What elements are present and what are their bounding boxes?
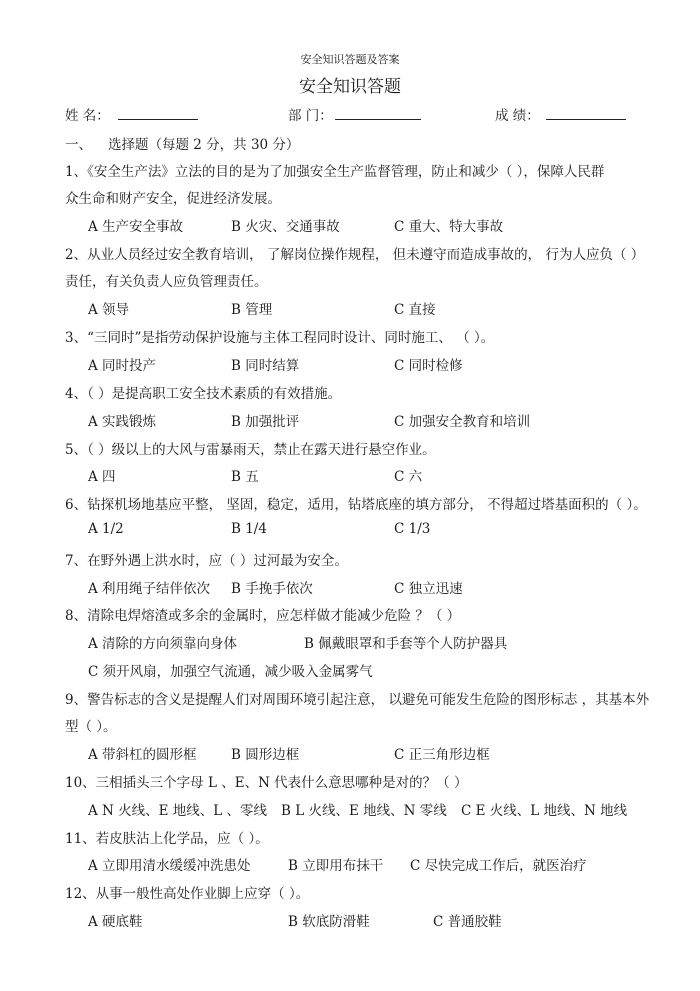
option[interactable]: A 1/2 [88, 521, 124, 537]
option[interactable]: B 佩戴眼罩和手套等个人防护器具 [304, 636, 508, 652]
option[interactable]: A 实践锻炼 [88, 414, 157, 430]
option[interactable]: C E 火线、L 地线、N 地线 [461, 803, 628, 819]
dept-blank[interactable] [335, 107, 421, 120]
question-line: 6、钻探机场地基应平整， 坚固，稳定，适用，钻塔底座的填方部分， 不得超过塔基面积的（ ）。 [65, 497, 647, 513]
option[interactable]: C 同时检修 [394, 358, 463, 374]
option[interactable]: C 1/3 [394, 521, 431, 537]
name-field [65, 104, 198, 124]
option[interactable]: B 同时结算 [231, 358, 300, 374]
question-line: 责任，有关负责人应负管理责任。 [65, 274, 268, 290]
option[interactable]: A 硬底鞋 [88, 914, 143, 930]
option[interactable]: B L 火线、E 地线、N 零线 [281, 803, 447, 819]
score-blank[interactable] [546, 107, 626, 120]
option[interactable]: B 圆形边框 [231, 747, 300, 763]
score-label: 成 绩： [495, 108, 540, 124]
name-blank[interactable] [118, 107, 198, 120]
option[interactable]: A N 火线、E 地线、L 、零线 [88, 803, 268, 819]
option[interactable]: B 五 [231, 469, 259, 485]
option[interactable]: C 六 [394, 469, 423, 485]
name-label: 姓 名： [65, 108, 110, 124]
dept-field [288, 104, 421, 124]
option[interactable]: C 重大、特大事故 [394, 219, 504, 235]
section-number: 一、 [65, 137, 92, 153]
option[interactable]: C 独立迅速 [394, 581, 463, 597]
option[interactable]: B 管理 [231, 302, 273, 318]
score-field [495, 104, 626, 124]
option[interactable]: B 软底防滑鞋 [288, 914, 370, 930]
question-line: 5、（ ）级以上的大风与雷暴雨天，禁止在露天进行悬空作业。 [65, 442, 436, 458]
option[interactable]: B 立即用布抹干 [288, 858, 384, 874]
question-line: 10、三相插头三个字母 L 、E、N 代表什么意思哪种是对的？（ ） [65, 775, 468, 791]
option[interactable]: B 火灾、交通事故 [231, 219, 340, 235]
section-title: 选择题（每题 2 分，共 30 分） [108, 137, 300, 153]
option[interactable]: A 带斜杠的圆形框 [88, 747, 197, 763]
option[interactable]: A 四 [88, 469, 116, 485]
question-line: 众生命和财产安全，促进经济发展。 [65, 191, 281, 207]
option[interactable]: C 普通胶鞋 [433, 914, 502, 930]
option[interactable]: C 直接 [394, 302, 436, 318]
option[interactable]: B 加强批评 [231, 414, 300, 430]
question-line: 8、清除电焊熔渣或多余的金属时，应怎样做才能减少危险 ？（ ） [65, 608, 461, 624]
dept-label: 部 门： [288, 108, 333, 124]
option[interactable]: A 同时投产 [88, 358, 157, 374]
question-line: 4、（ ）是提高职工安全技术素质的有效措施。 [65, 386, 342, 402]
option[interactable]: A 清除的方向须靠向身体 [88, 636, 238, 652]
question-line: 3、“三同时”是指劳动保护设施与主体工程同时设计、同时施工、 （ ）。 [65, 330, 495, 346]
option[interactable]: B 1/4 [231, 521, 267, 537]
document-title: 安全知识答题 [299, 77, 401, 97]
option[interactable]: C 加强安全教育和培训 [394, 414, 531, 430]
option[interactable]: A 利用绳子结伴依次 [88, 581, 211, 597]
document-header: 安全知识答题及答案 [300, 53, 400, 66]
question-line: 12、从事一般性高处作业脚上应穿（ ）。 [65, 886, 310, 902]
question-line: 7、在野外遇上洪水时，应（ ）过河最为安全。 [65, 553, 348, 569]
question-line: 11、若皮肤沾上化学品，应（ ）。 [65, 831, 269, 847]
question-line: 9、警告标志的含义是提醒人们对周围环境引起注意， 以避免可能发生危险的图形标志 ，其基本外 [65, 692, 650, 708]
question-line: 型（ ）。 [65, 719, 117, 735]
option[interactable]: A 生产安全事故 [88, 219, 184, 235]
option[interactable]: C 正三角形边框 [394, 747, 490, 763]
question-line: 1、《安全生产法》立法的目的是为了加强安全生产监督管理，防止和减少（ ），保障人民群 [65, 164, 605, 180]
question-line: 2、从业人员经过安全教育培训， 了解岗位操作规程， 但未遵守而造成事故的， 行为人应负（ ） [65, 247, 645, 263]
option[interactable]: C 尽快完成工作后，就医治疗 [410, 858, 587, 874]
option[interactable]: A 领导 [88, 302, 130, 318]
option[interactable]: B 手挽手依次 [231, 581, 313, 597]
option[interactable]: C 须开风扇，加强空气流通，减少吸入金属雾气 [88, 664, 373, 680]
option[interactable]: A 立即用清水缓缓冲洗患处 [88, 858, 251, 874]
